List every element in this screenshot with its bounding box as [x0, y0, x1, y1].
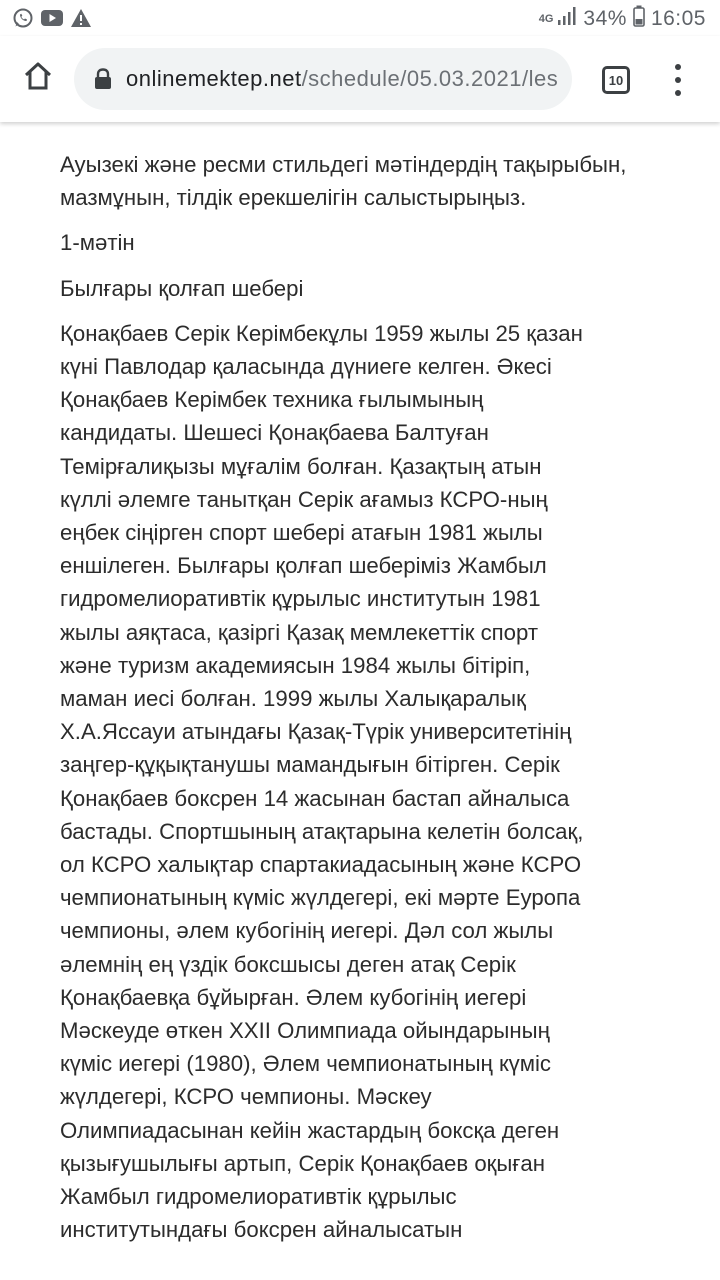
system-status [539, 5, 706, 32]
article-line: бастады. Спортшының атақтарына келетін болсақ, [60, 818, 584, 844]
whatsapp-icon [12, 7, 34, 34]
article-line: институтындағы боксрен айналысатын [60, 1217, 463, 1243]
article-line: қызығушылығы артып, Серік Қонақбаев оқыған [60, 1150, 546, 1176]
lesson-content [60, 148, 680, 1247]
text-label: 1-мәтін [60, 230, 135, 256]
article-line: Қонақбаев Керімбек техника ғылымының [60, 387, 484, 413]
article-line: Олимпиадасынан кейін жастардың боксқа деген [60, 1117, 560, 1143]
article-line: гидромелиоративтік құрылыс институтын 1981 [60, 586, 541, 612]
article-line: Қонақбаевқа бұйырған. Әлем кубогінің иегері [60, 984, 527, 1010]
article-line: Қонақбаев Серік Керімбекұлы 1959 жылы 25 қазан [60, 320, 583, 346]
network-type: 4G [538, 12, 554, 25]
article-line: чемпионы, әлем кубогінің иегері. Дәл сол жылы [60, 918, 554, 944]
home-button[interactable] [20, 60, 56, 96]
menu-dot [675, 77, 681, 83]
article-line: күміс иегері (1980), Әлем чемпионатының күміс [60, 1051, 552, 1077]
url-text[interactable] [126, 66, 566, 92]
article-line: Қонақбаев боксрен 14 жасынан бастап айналыса [60, 785, 570, 811]
article-line: Темірғалиқызы мұғалім болған. Қазақтың атын [60, 453, 542, 479]
status-bar [0, 0, 720, 36]
article-line: әлемнің ең үздік боксшысы деген атақ Серік [60, 951, 516, 977]
youtube-icon [40, 8, 64, 33]
warning-icon [70, 8, 92, 33]
address-bar[interactable] [74, 48, 572, 110]
tab-count: 10 [608, 72, 624, 88]
article-line: және туризм академиясын 1984 жылы бітіріп, [60, 652, 531, 678]
article-line: еңбек сіңірген спорт шебері атағын 1981 жылы [60, 520, 543, 546]
lock-icon[interactable] [94, 68, 112, 90]
text-heading: Былғары қолғап шебері [60, 275, 304, 301]
article-line: заңгер-құқықтанушы мамандығын бітірген. Серік [60, 752, 560, 778]
article-line: Х.А.Яссауи атындағы Қазақ-Түрік университетінің [60, 719, 572, 745]
more-vert-icon[interactable] [664, 62, 692, 98]
article-line: күні Павлодар қаласында дүниеге келген. Әкесі [60, 354, 552, 380]
tab-switcher-button[interactable] [602, 66, 630, 94]
browser-toolbar [0, 36, 720, 122]
assignment-instruction: Ауызекі және ресми стильдегі мәтіндердің тақырыбын, мазмұнын, тілдік ерекшелігін салыстырыңыз. [60, 152, 627, 211]
article-line: чемпионатының күміс жүлдегері, екі мәрте Еуропа [60, 885, 581, 911]
article-line: Мәскеуде өткен XXII Олимпиада ойындарының [60, 1018, 550, 1044]
menu-dot [675, 64, 681, 70]
battery-icon [633, 5, 645, 32]
notification-icons [12, 7, 92, 34]
home-icon [23, 61, 53, 96]
url-path: /schedule/05.03.2021/les [301, 66, 559, 91]
menu-dot [675, 90, 681, 96]
article-line: кандидаты. Шешесі Қонақбаева Балтуған [60, 420, 489, 446]
signal-icon [557, 6, 577, 31]
article-line: жылы аяқтаса, қазіргі Қазақ мемлекеттік спорт [60, 619, 539, 645]
article-line: күллі әлемге танытқан Серік ағамыз КСРО-ның [60, 486, 548, 512]
url-domain: onlinemektep.net [126, 66, 302, 91]
battery-percent: 34% [583, 6, 627, 30]
article-line: еншілеген. Былғары қолғап шеберіміз Жамбыл [60, 553, 547, 579]
article-line: маман иесі болған. 1999 жылы Халықаралық [60, 686, 526, 712]
clock: 16:05 [650, 6, 706, 30]
article-line: ол КСРО халықтар спартакиадасының және КСРО [60, 852, 582, 878]
article-text [60, 317, 680, 1247]
article-line: Жамбыл гидромелиоративтік құрылыс [60, 1184, 457, 1210]
article-line: жүлдегері, КСРО чемпионы. Мәскеу [60, 1084, 432, 1110]
